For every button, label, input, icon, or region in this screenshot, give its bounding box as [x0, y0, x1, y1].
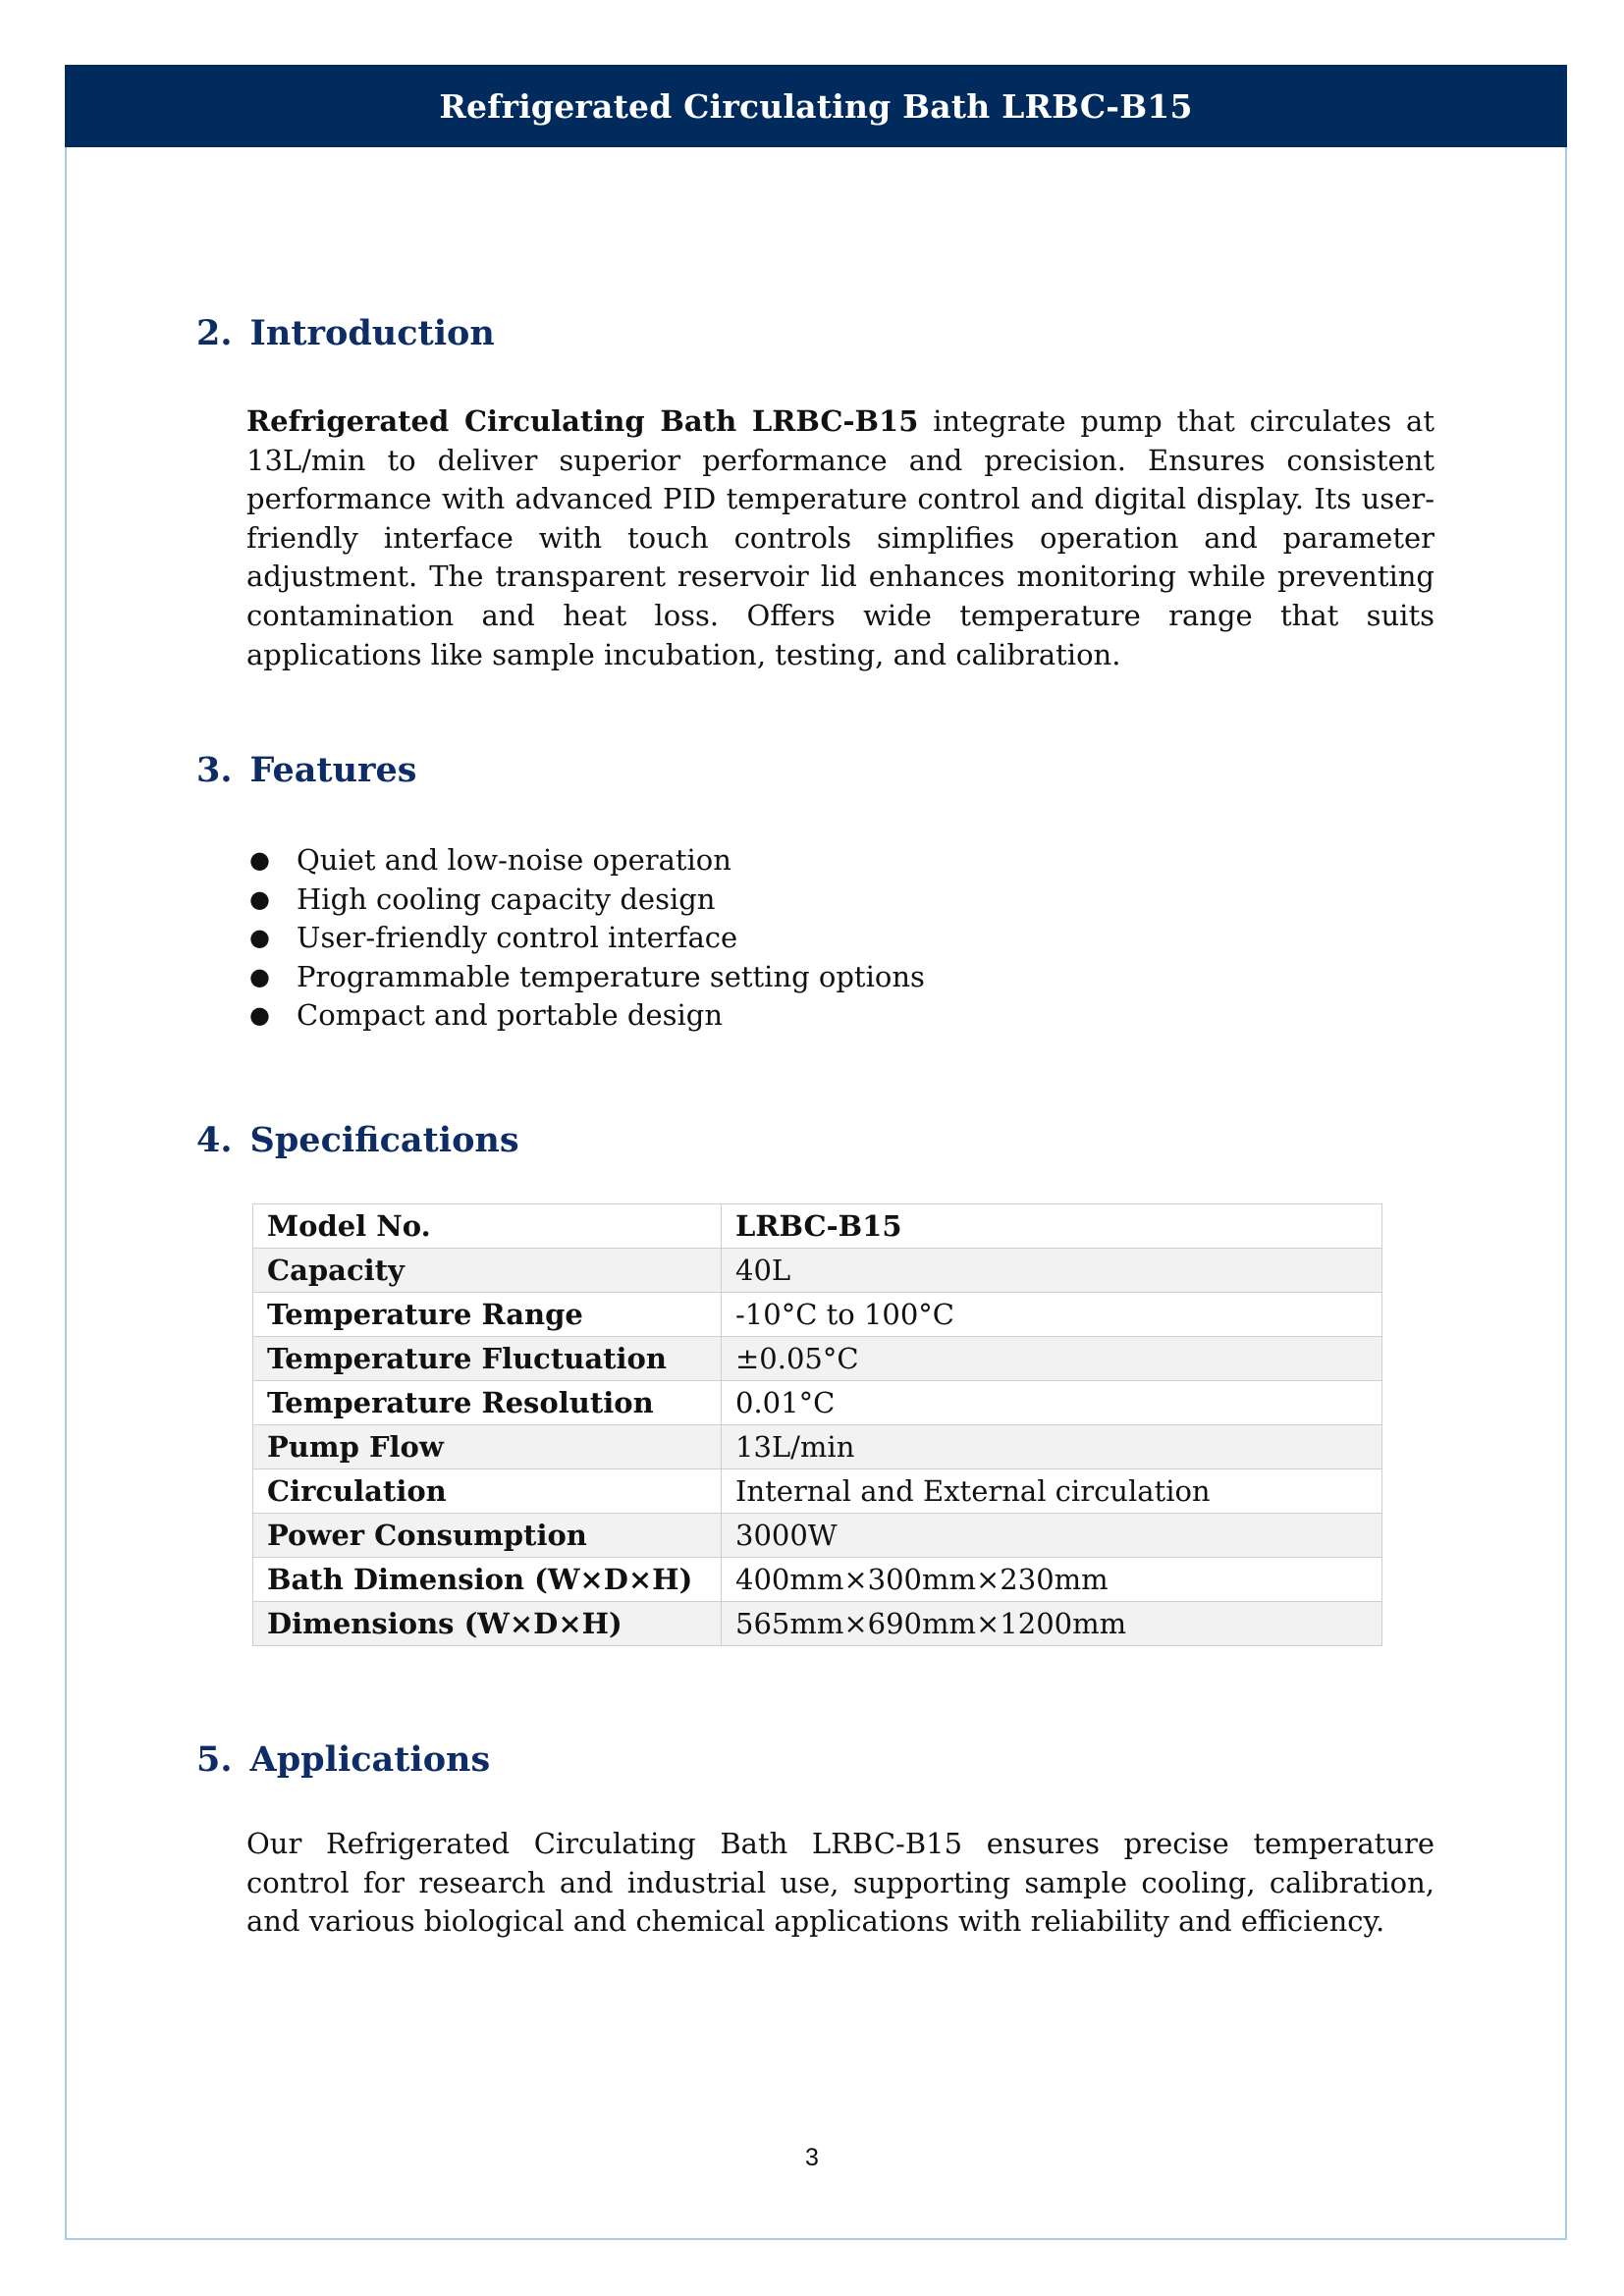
applications-heading — [196, 1739, 490, 1780]
list-item — [246, 919, 925, 958]
table-row — [253, 1337, 1382, 1381]
table-row — [253, 1602, 1382, 1646]
introduction-heading — [196, 313, 495, 353]
table-row — [253, 1381, 1382, 1425]
spec-label: Bath Dimension (W×D×H) — [253, 1558, 722, 1602]
title-banner — [65, 65, 1567, 147]
table-row — [253, 1249, 1382, 1293]
bullet-icon: ● — [249, 884, 270, 913]
table-row — [253, 1558, 1382, 1602]
specifications-heading — [196, 1120, 519, 1160]
feature-text: Programmable temperature setting options — [297, 959, 925, 993]
table-row — [253, 1469, 1382, 1514]
spec-label: Pump Flow — [253, 1425, 722, 1469]
spec-value: -10°C to 100°C — [722, 1293, 1382, 1337]
feature-text: User-friendly control interface — [297, 921, 738, 955]
introduction-title: Introduction — [249, 313, 495, 353]
spec-label: Capacity — [253, 1249, 722, 1293]
introduction-bold-lead: Refrigerated Circulating Bath LRBC-B15 — [246, 404, 919, 438]
feature-text: Quiet and low-noise operation — [297, 843, 731, 877]
feature-text: Compact and portable design — [297, 998, 724, 1033]
bullet-icon: ● — [249, 924, 270, 952]
spec-value: 13L/min — [722, 1425, 1382, 1469]
spec-label: Dimensions (W×D×H) — [253, 1602, 722, 1646]
document-title: Refrigerated Circulating Bath LRBC-B15 — [439, 86, 1193, 126]
list-item — [246, 996, 925, 1036]
table-row — [253, 1204, 1382, 1249]
spec-label: Power Consumption — [253, 1514, 722, 1558]
specifications-number: 4. — [196, 1120, 233, 1160]
features-title: Features — [249, 750, 417, 790]
applications-paragraph: Our Refrigerated Circulating Bath LRBC-B15 ensures precise temperature control for research and industrial use, supporting sample cooling, calibration, and various biological and chemical applications with reliability and efficiency. — [246, 1827, 1435, 1939]
spec-value: 0.01°C — [722, 1381, 1382, 1425]
list-item — [246, 881, 925, 920]
spec-value: LRBC-B15 — [722, 1204, 1382, 1249]
features-number: 3. — [196, 750, 233, 790]
spec-label: Circulation — [253, 1469, 722, 1514]
spec-value: 565mm×690mm×1200mm — [722, 1602, 1382, 1646]
specifications-table — [252, 1203, 1382, 1646]
spec-value: 40L — [722, 1249, 1382, 1293]
bullet-icon: ● — [249, 846, 270, 874]
spec-label: Temperature Fluctuation — [253, 1337, 722, 1381]
introduction-paragraph — [246, 402, 1435, 674]
list-item — [246, 958, 925, 997]
introduction-number: 2. — [196, 313, 233, 353]
page-number: 3 — [805, 2144, 819, 2171]
applications-number: 5. — [196, 1739, 233, 1780]
specifications-title: Specifications — [249, 1120, 519, 1160]
spec-value: Internal and External circulation — [722, 1469, 1382, 1514]
table-row — [253, 1293, 1382, 1337]
bullet-icon: ● — [249, 962, 270, 990]
spec-value: 3000W — [722, 1514, 1382, 1558]
table-row — [253, 1425, 1382, 1469]
bullet-icon: ● — [249, 1001, 270, 1030]
spec-value: 400mm×300mm×230mm — [722, 1558, 1382, 1602]
spec-value: ±0.05°C — [722, 1337, 1382, 1381]
spec-label: Model No. — [253, 1204, 722, 1249]
list-item — [246, 841, 925, 881]
features-heading — [196, 750, 416, 790]
introduction-text: integrate pump that circulates at 13L/min to deliver superior performance and precision. Ensures consistent performance with advanced PID temperature control and digital display. Its user-friendly interface with touch controls simplifies operation and parameter adjustment. The transparent reservoir lid enhances monitoring while preventing contamination and heat loss. Offers wide temperature range that suits applications like sample incubation, testing, and calibration. — [246, 404, 1435, 671]
feature-text: High cooling capacity design — [297, 881, 716, 916]
applications-title: Applications — [249, 1739, 491, 1780]
table-row — [253, 1514, 1382, 1558]
spec-label: Temperature Resolution — [253, 1381, 722, 1425]
spec-label: Temperature Range — [253, 1293, 722, 1337]
features-list — [246, 841, 925, 1036]
